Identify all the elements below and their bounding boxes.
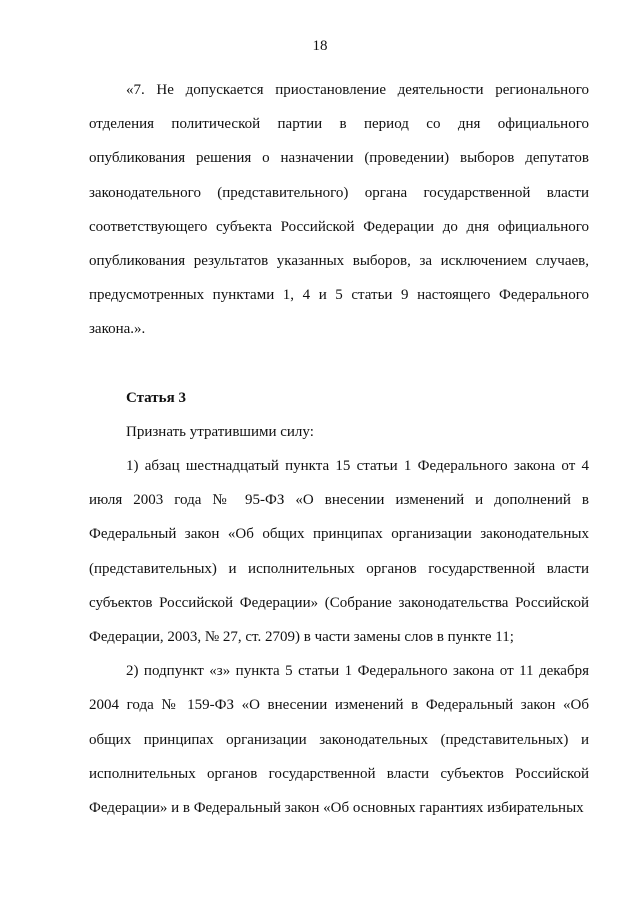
list-item-2: 2) подпункт «з» пункта 5 статьи 1 Федерального закона от 11 декабря 2004 года № 159-ФЗ «О внесении изменений в Федеральный закон «Об общих принципах организации законодательных (представительных) и исполнительных органов государственной власти субъектов Российской Федерации» и в Федеральный закон «Об основных гарантиях избирательных <box>89 663 589 817</box>
paragraph-point-7: «7. Не допускается приостановление деятельности регионального отделения политической партии в период со дня официального опубликования решения о назначении (проведении) выборов депутатов законодательного (представительного) органа государственной власти соответствующего субъекта Российской Федерации до дня официального опубликования результатов указанных выборов, за исключением случаев, предусмотренных пунктами 1, 4 и 5 статьи 9 настоящего Федерального закона.». <box>89 82 589 338</box>
document-body <box>89 73 589 825</box>
list-item-1: 1) абзац шестнадцатый пункта 15 статьи 1 Федерального закона от 4 июля 2003 года № 95-ФЗ «О внесении изменений и дополнений в Федеральный закон «Об общих принципах организации законодательных (представительных) и исполнительных органов государственной власти субъектов Российской Федерации» (Собрание законодательства Российской Федерации, 2003, № 27, ст. 2709) в части замены слов в пункте 11; <box>89 458 589 646</box>
article-intro: Признать утратившими силу: <box>126 423 314 440</box>
section-spacer <box>89 347 589 381</box>
article-heading: Статья 3 <box>126 389 186 406</box>
page-number: 18 <box>312 38 328 54</box>
